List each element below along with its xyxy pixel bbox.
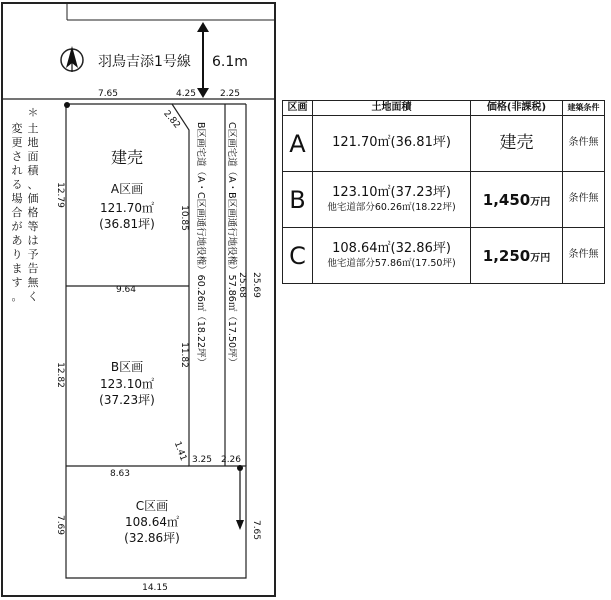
svg-text:が: が (11, 220, 23, 233)
col-header-lot: 区画 (283, 101, 313, 116)
svg-text:す: す (11, 276, 23, 289)
dim-bc-c: 2.26 (220, 455, 242, 465)
row-area-cell (313, 172, 471, 228)
row-area: 121.70㎡(36.81坪) (332, 135, 451, 151)
col-header-area: 土地面積 (313, 101, 471, 116)
notice-char: ＊ (27, 106, 39, 119)
svg-text:ま: ま (11, 262, 23, 275)
dim-road-b: 25.68 (237, 272, 247, 298)
dim-bc-corner: 1.41 (171, 440, 189, 463)
row-area-sub: 他宅道部分57.86㎡(17.50坪) (327, 257, 456, 269)
dim-mid-a: 10.85 (179, 205, 189, 231)
svg-text:土: 土 (27, 122, 39, 135)
row-price: 建売 (499, 132, 534, 153)
row-area: 108.64㎡(32.86坪) (332, 241, 451, 257)
dim-top-a: 7.65 (97, 89, 119, 99)
table-row (283, 228, 605, 284)
road-strip-b-label: B区画宅道（A・C区画通行地役権）60.26㎡（18.22坪） (195, 122, 206, 368)
lot-c-tsubo: (32.86坪) (124, 531, 180, 545)
svg-text:変: 変 (11, 122, 23, 135)
row-price-unit: 万円 (530, 196, 551, 208)
svg-text:合: 合 (11, 206, 23, 219)
row-lot: A (283, 116, 313, 172)
row-area-cell (313, 116, 471, 172)
row-area-cell (313, 228, 471, 284)
lot-a-label: A区画 (110, 182, 144, 196)
svg-text:更: 更 (11, 136, 23, 149)
svg-text:は: は (27, 234, 39, 247)
boundary-marker-icon (64, 102, 70, 108)
row-area-sub: 他宅道部分60.26㎡(18.22坪) (327, 201, 456, 213)
svg-text:、: 、 (27, 178, 39, 191)
dim-mid-b: 11.82 (179, 342, 189, 368)
svg-text:さ: さ (11, 150, 23, 163)
road-width-arrow-icon (197, 22, 209, 98)
svg-text:あ: あ (11, 234, 23, 247)
row-cond: 条件無 (563, 116, 605, 172)
svg-text:格: 格 (27, 206, 39, 219)
dim-corner: 2.82 (161, 108, 182, 131)
row-cond: 条件無 (563, 228, 605, 284)
row-cond: 条件無 (563, 172, 605, 228)
dim-right-c: 7.65 (251, 519, 261, 541)
svg-text:予: 予 (27, 248, 39, 261)
dim-bottom: 14.15 (142, 583, 168, 593)
dim-right-total: 25.69 (251, 272, 261, 298)
lot-c-label: C区画 (135, 499, 169, 513)
lot-b-area: 123.10㎡ (100, 377, 154, 391)
row-area: 123.10㎡(37.23坪) (332, 185, 451, 201)
north-arrow-icon (61, 46, 83, 72)
table-row (283, 116, 605, 172)
corner-arrow-icon (236, 470, 244, 530)
dim-top-c: 2.25 (219, 89, 241, 99)
dim-bc-b: 3.25 (191, 455, 213, 465)
lot-b-tsubo: (37.23坪) (99, 393, 155, 407)
lot-b-label: B区画 (110, 360, 144, 374)
svg-text:る: る (11, 178, 23, 191)
row-lot: C (283, 228, 313, 284)
row-price-cell (471, 116, 563, 172)
dim-ab-line: 9.64 (115, 285, 137, 295)
dim-left-b: 12.82 (55, 362, 65, 388)
svg-text:等: 等 (27, 220, 39, 233)
lot-a-tsubo: (36.81坪) (99, 217, 155, 231)
table-row (283, 172, 605, 228)
svg-text:場: 場 (11, 192, 23, 205)
dim-top-b: 4.25 (175, 89, 197, 99)
road-strip-c-label: C区画宅道（A・B区画通行地役権）57.86㎡（17.50坪） (226, 122, 237, 368)
table-header-row (283, 101, 605, 116)
row-price-cell (471, 172, 563, 228)
row-price-cell (471, 228, 563, 284)
row-lot: B (283, 172, 313, 228)
lot-a-status: 建売 (110, 148, 144, 167)
svg-text:り: り (11, 248, 23, 261)
road-name: 羽鳥吉添1号線 (98, 54, 191, 70)
row-price: 1,450 (482, 190, 531, 209)
site-plan (0, 0, 280, 600)
dim-left-c: 7.69 (55, 514, 65, 536)
svg-text:地: 地 (27, 136, 39, 149)
lot-c-area: 108.64㎡ (125, 515, 179, 529)
svg-text:れ: れ (11, 164, 23, 177)
svg-text:く: く (27, 290, 39, 303)
col-header-price: 価格(非課税) (471, 101, 563, 116)
dim-bc-a: 8.63 (109, 469, 131, 479)
lot-price-table (282, 100, 605, 284)
row-price-unit: 万円 (530, 252, 551, 264)
lot-a-area: 121.70㎡ (100, 201, 154, 215)
svg-text:価: 価 (27, 192, 39, 205)
svg-text:無: 無 (27, 276, 39, 289)
col-header-cond: 建築条件 (563, 101, 605, 116)
notice-text (12, 106, 40, 303)
svg-text:面: 面 (27, 150, 39, 163)
svg-text:。: 。 (11, 290, 23, 303)
svg-text:積: 積 (27, 164, 39, 177)
svg-text:告: 告 (27, 262, 39, 275)
road-width: 6.1m (212, 54, 248, 70)
row-price: 1,250 (482, 246, 531, 265)
dim-left-a: 12.79 (55, 182, 65, 208)
